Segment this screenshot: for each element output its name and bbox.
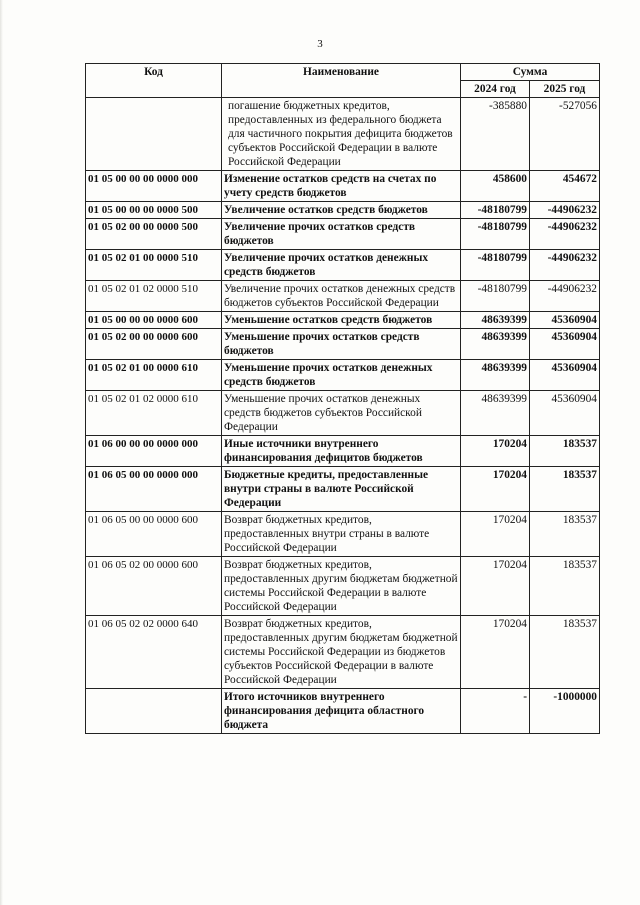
row-sum-2024: -48180799 <box>461 202 530 219</box>
header-code: Код <box>86 64 222 98</box>
header-name: Наименование <box>222 64 461 98</box>
row-code: 01 05 02 01 02 0000 610 <box>86 391 222 436</box>
row-sum-2025: 45360904 <box>530 360 600 391</box>
row-sum-2025: 454672 <box>530 171 600 202</box>
row-code: 01 05 02 00 00 0000 500 <box>86 219 222 250</box>
row-name: Увеличение прочих остатков средств бюджетов <box>222 219 461 250</box>
row-sum-2025: -44906232 <box>530 202 600 219</box>
table-row <box>86 202 600 219</box>
table-row <box>86 219 600 250</box>
row-sum-2024: 48639399 <box>461 312 530 329</box>
row-code: 01 05 00 00 00 0000 000 <box>86 171 222 202</box>
row-sum-2024: -385880 <box>461 98 530 171</box>
row-code: 01 06 05 02 02 0000 640 <box>86 616 222 689</box>
row-sum-2025: 183537 <box>530 436 600 467</box>
table-row <box>86 436 600 467</box>
table-header <box>86 64 600 98</box>
row-sum-2025: -1000000 <box>530 689 600 734</box>
table-row <box>86 512 600 557</box>
row-code: 01 06 05 00 00 0000 600 <box>86 512 222 557</box>
table-row <box>86 689 600 734</box>
row-name: Уменьшение прочих остатков средств бюджетов <box>222 329 461 360</box>
row-sum-2025: 183537 <box>530 467 600 512</box>
table-row <box>86 467 600 512</box>
row-name: Возврат бюджетных кредитов, предоставленных другим бюджетам бюджетной системы Российской Федерации из бюджетов субъектов Российской Федерации в валюте Российской Федерации <box>222 616 461 689</box>
row-code: 01 05 02 01 02 0000 510 <box>86 281 222 312</box>
row-code: 01 05 02 01 00 0000 510 <box>86 250 222 281</box>
row-name: Увеличение остатков средств бюджетов <box>222 202 461 219</box>
row-name: Возврат бюджетных кредитов, предоставленных внутри страны в валюте Российской Федерации <box>222 512 461 557</box>
row-code: 01 05 02 00 00 0000 600 <box>86 329 222 360</box>
row-name: Итого источников внутреннего финансирования дефицита областного бюджета <box>222 689 461 734</box>
row-sum-2024: 458600 <box>461 171 530 202</box>
budget-sources-table <box>85 63 600 734</box>
row-sum-2024: 48639399 <box>461 391 530 436</box>
row-sum-2025: 183537 <box>530 557 600 616</box>
row-name: Увеличение прочих остатков денежных средств бюджетов <box>222 250 461 281</box>
row-code: 01 05 02 01 00 0000 610 <box>86 360 222 391</box>
row-code: 01 06 05 00 00 0000 000 <box>86 467 222 512</box>
header-year-2024: 2024 год <box>461 81 530 98</box>
row-sum-2025: 45360904 <box>530 329 600 360</box>
row-sum-2025: -44906232 <box>530 250 600 281</box>
row-code: 01 06 05 02 00 0000 600 <box>86 557 222 616</box>
row-name: Увеличение прочих остатков денежных средств бюджетов субъектов Российской Федерации <box>222 281 461 312</box>
page-number: 3 <box>317 38 323 50</box>
scan-edge <box>0 0 3 905</box>
row-sum-2024: 170204 <box>461 557 530 616</box>
row-sum-2024: 48639399 <box>461 329 530 360</box>
row-sum-2025: 45360904 <box>530 312 600 329</box>
row-code: 01 05 00 00 00 0000 600 <box>86 312 222 329</box>
header-year-2025: 2025 год <box>530 81 600 98</box>
table-row <box>86 557 600 616</box>
row-sum-2024: 170204 <box>461 467 530 512</box>
row-sum-2024: 170204 <box>461 616 530 689</box>
row-sum-2025: 183537 <box>530 512 600 557</box>
table-row <box>86 312 600 329</box>
table-row <box>86 391 600 436</box>
row-name: Иные источники внутреннего финансирования дефицитов бюджетов <box>222 436 461 467</box>
row-name: Уменьшение прочих остатков денежных средств бюджетов субъектов Российской Федерации <box>222 391 461 436</box>
table-row <box>86 329 600 360</box>
row-name: Возврат бюджетных кредитов, предоставленных другим бюджетам бюджетной системы Российской Федерации в валюте Российской Федерации <box>222 557 461 616</box>
row-sum-2025: 183537 <box>530 616 600 689</box>
row-sum-2025: -44906232 <box>530 281 600 312</box>
table-body <box>86 98 600 734</box>
table-row <box>86 616 600 689</box>
row-name: Уменьшение прочих остатков денежных средств бюджетов <box>222 360 461 391</box>
row-name: Уменьшение остатков средств бюджетов <box>222 312 461 329</box>
table-row <box>86 98 600 171</box>
table-row <box>86 250 600 281</box>
row-code: 01 05 00 00 00 0000 500 <box>86 202 222 219</box>
row-sum-2024: -48180799 <box>461 219 530 250</box>
row-sum-2025: -527056 <box>530 98 600 171</box>
header-sum: Сумма <box>461 64 600 81</box>
table-row <box>86 171 600 202</box>
row-sum-2025: 45360904 <box>530 391 600 436</box>
row-name: погашение бюджетных кредитов, предоставленных из федерального бюджета для частичного покрытия дефицита бюджетов субъектов Российской Федерации в валюте Российской Федерации <box>222 98 461 171</box>
row-name: Бюджетные кредиты, предоставленные внутри страны в валюте Российской Федерации <box>222 467 461 512</box>
row-code <box>86 689 222 734</box>
row-sum-2024: -48180799 <box>461 250 530 281</box>
table-row <box>86 360 600 391</box>
table-row <box>86 281 600 312</box>
row-sum-2024: 170204 <box>461 436 530 467</box>
row-name: Изменение остатков средств на счетах по учету средств бюджетов <box>222 171 461 202</box>
row-code: 01 06 00 00 00 0000 000 <box>86 436 222 467</box>
row-sum-2024: 48639399 <box>461 360 530 391</box>
row-sum-2024: -48180799 <box>461 281 530 312</box>
row-code <box>86 98 222 171</box>
row-sum-2025: -44906232 <box>530 219 600 250</box>
row-sum-2024: - <box>461 689 530 734</box>
row-sum-2024: 170204 <box>461 512 530 557</box>
